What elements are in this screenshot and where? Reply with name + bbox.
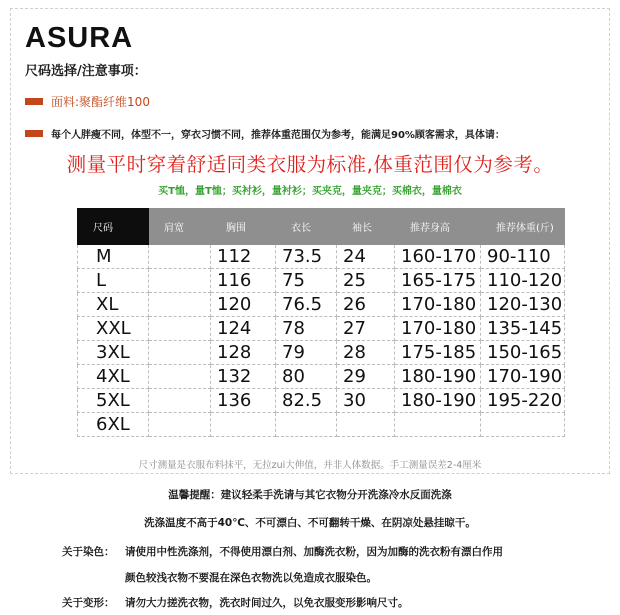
table-cell: 4XL xyxy=(78,365,149,389)
table-cell xyxy=(149,413,211,437)
table-cell: 78 xyxy=(276,317,337,341)
table-cell xyxy=(211,413,276,437)
table-row xyxy=(78,389,565,413)
measure-footnote: 尺寸测量是衣服布料抹平，无拉zui大伸值，并非人体数据。手工测量误差2-4厘米 xyxy=(138,460,482,471)
fit-note-text: 每个人胖瘦不同，体型不一，穿衣习惯不同，推荐体重范围仅为参考，能满足90%顾客需求，具体请： xyxy=(51,130,505,141)
column-header: 袖长 xyxy=(337,209,395,245)
table-row xyxy=(78,413,565,437)
table-cell: 76.5 xyxy=(276,293,337,317)
table-cell: 27 xyxy=(337,317,395,341)
table-row xyxy=(78,341,565,365)
column-header: 衣长 xyxy=(276,209,337,245)
table-cell xyxy=(149,365,211,389)
table-cell: 25 xyxy=(337,269,395,293)
table-cell: 120 xyxy=(211,293,276,317)
table-cell: 110-120 xyxy=(481,269,565,293)
table-cell xyxy=(149,293,211,317)
table-cell: 30 xyxy=(337,389,395,413)
table-cell: 24 xyxy=(337,245,395,269)
table-cell: 150-165 xyxy=(481,341,565,365)
column-header: 尺码 xyxy=(78,209,149,245)
orange-bullet-icon xyxy=(25,98,43,105)
table-cell: 180-190 xyxy=(395,365,481,389)
table-cell: 120-130 xyxy=(481,293,565,317)
fit-note-line xyxy=(25,126,505,141)
measure-rule: 买T恤，量T恤；买衬衫，量衬衫；买夹克，量夹克；买棉衣，量棉衣 xyxy=(158,186,462,197)
size-table xyxy=(77,208,565,437)
table-cell: 135-145 xyxy=(481,317,565,341)
table-cell: 112 xyxy=(211,245,276,269)
table-cell: XXL xyxy=(78,317,149,341)
dye-text-line-2: 颜色较浅衣物不要混在深色衣物洗以免造成衣服染色。 xyxy=(125,572,377,584)
table-cell: 175-185 xyxy=(395,341,481,365)
table-row xyxy=(78,317,565,341)
deform-label: 关于变形： xyxy=(62,597,115,609)
table-cell: 90-110 xyxy=(481,245,565,269)
table-cell xyxy=(337,413,395,437)
table-cell: 180-190 xyxy=(395,389,481,413)
deform-text-line-1: 请勿大力搓洗衣物，洗衣时间过久，以免衣服变形影响尺寸。 xyxy=(125,597,409,609)
table-cell: M xyxy=(78,245,149,269)
table-row xyxy=(78,269,565,293)
dye-label: 关于染色： xyxy=(62,546,115,558)
table-cell xyxy=(149,317,211,341)
table-cell: L xyxy=(78,269,149,293)
table-cell: 170-180 xyxy=(395,293,481,317)
table-cell: 73.5 xyxy=(276,245,337,269)
table-cell xyxy=(481,413,565,437)
table-cell: 170-180 xyxy=(395,317,481,341)
table-row xyxy=(78,245,565,269)
table-row xyxy=(78,293,565,317)
table-cell: 124 xyxy=(211,317,276,341)
table-cell xyxy=(149,389,211,413)
table-cell: 165-175 xyxy=(395,269,481,293)
table-cell: 79 xyxy=(276,341,337,365)
size-table-header xyxy=(78,209,565,245)
table-cell: 160-170 xyxy=(395,245,481,269)
column-header: 推荐身高 xyxy=(395,209,481,245)
table-cell: 170-190 xyxy=(481,365,565,389)
table-cell: 195-220 xyxy=(481,389,565,413)
table-cell: 80 xyxy=(276,365,337,389)
material-line xyxy=(25,93,150,110)
table-cell xyxy=(149,269,211,293)
table-cell: 28 xyxy=(337,341,395,365)
table-cell: 82.5 xyxy=(276,389,337,413)
care-tip-line-2: 洗涤温度不高于40℃、不可漂白、不可翻转干燥、在阴凉处悬挂晾干。 xyxy=(144,517,476,529)
table-cell: 6XL xyxy=(78,413,149,437)
table-cell: 132 xyxy=(211,365,276,389)
table-cell xyxy=(149,245,211,269)
table-cell: XL xyxy=(78,293,149,317)
table-cell: 116 xyxy=(211,269,276,293)
material-text: 面料:聚酯纤维100 xyxy=(51,95,150,109)
dye-text-line-1: 请使用中性洗涤剂，不得使用漂白剂、加酶洗衣粉，因为加酶的洗衣粉有漂白作用 xyxy=(125,546,503,558)
table-cell: 26 xyxy=(337,293,395,317)
orange-bullet-icon xyxy=(25,130,43,137)
headline-warning: 测量平时穿着舒适同类衣服为标准,体重范围仅为参考。 xyxy=(66,153,554,176)
column-header: 肩宽 xyxy=(149,209,211,245)
table-cell: 128 xyxy=(211,341,276,365)
care-tip-line-1: 温馨提醒：建议轻柔手洗请与其它衣物分开洗涤冷水反面洗涤 xyxy=(168,489,452,501)
column-header: 胸围 xyxy=(211,209,276,245)
table-cell: 3XL xyxy=(78,341,149,365)
table-cell: 5XL xyxy=(78,389,149,413)
table-cell: 29 xyxy=(337,365,395,389)
table-cell xyxy=(276,413,337,437)
table-cell xyxy=(395,413,481,437)
table-cell: 75 xyxy=(276,269,337,293)
brand-logo: ASURA xyxy=(25,22,134,54)
table-cell: 136 xyxy=(211,389,276,413)
page-subtitle: 尺码选择/注意事项： xyxy=(25,64,147,79)
table-row xyxy=(78,365,565,389)
table-cell xyxy=(149,341,211,365)
column-header: 推荐体重(斤) xyxy=(481,209,565,245)
